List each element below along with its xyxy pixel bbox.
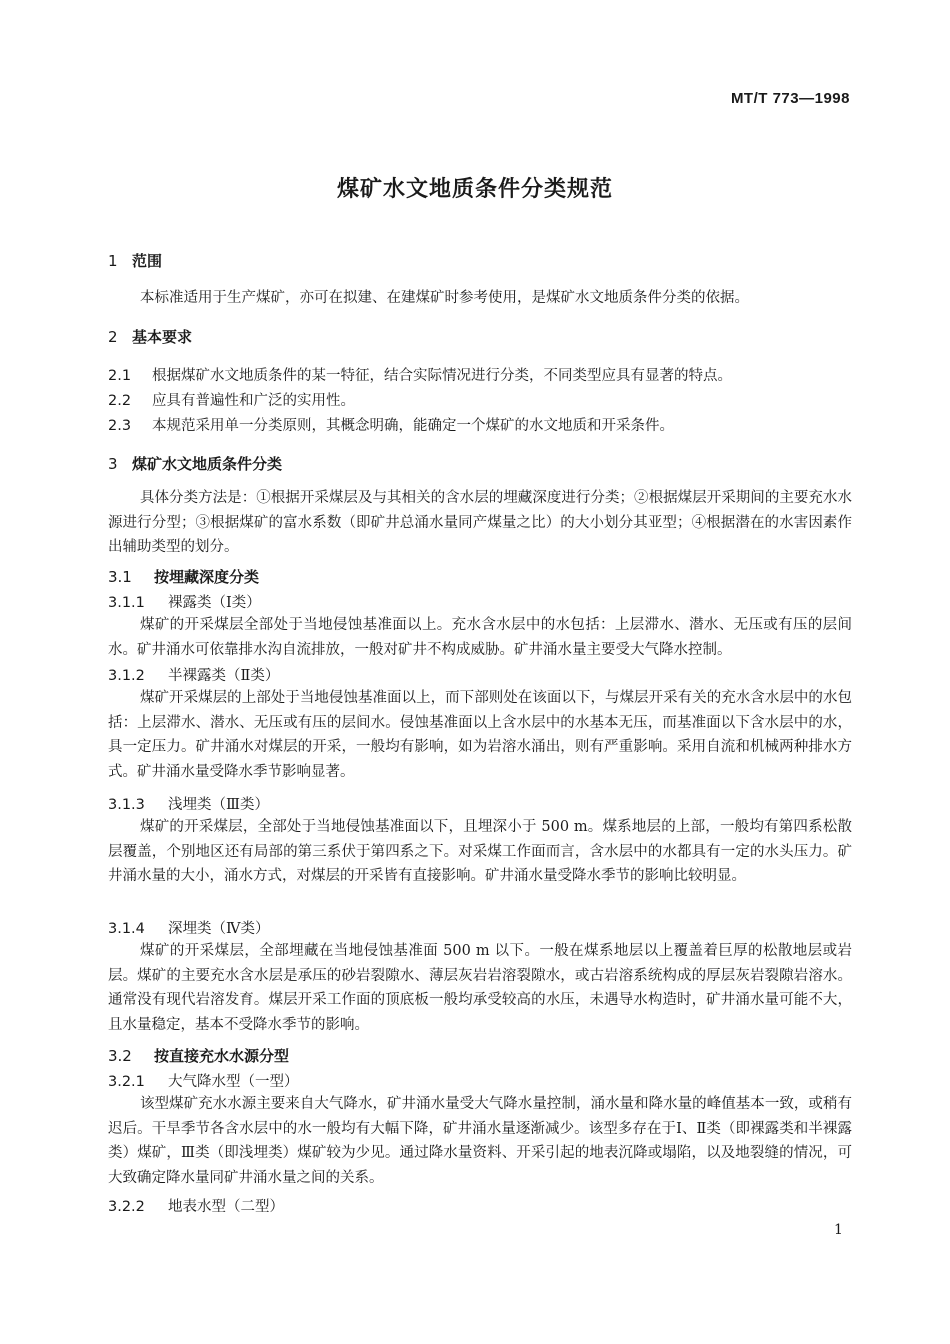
section-3-intro: 具体分类方法是：①根据开采煤层及与其相关的含水层的埋藏深度进行分类；②根据煤层开采期间的主要充水水源进行分型；③根据煤矿的富水系数（即矿井总涌水量同产煤量之比）的大小划分其亚型；④根据潜在的水害因素作出辅助类型的划分。 bbox=[108, 490, 852, 555]
section-1-text: 本标准适用于生产煤矿，亦可在拟建、在建煤矿时参考使用，是煤矿水文地质条件分类的依据。 bbox=[140, 290, 749, 306]
clause-2-3 bbox=[108, 414, 674, 435]
section-title: 煤矿水文地质条件分类 bbox=[132, 455, 283, 473]
clause-title: 浅埋类（Ⅲ类） bbox=[168, 797, 269, 813]
section-3-1-heading bbox=[108, 566, 259, 587]
page-number: 1 bbox=[834, 1222, 843, 1238]
clause-3-1-1 bbox=[108, 591, 261, 612]
clause-3-1-1-text: 煤矿的开采煤层全部处于当地侵蚀基准面以上。充水含水层中的水包括：上层滞水、潜水、无压或有压的层间水。矿井涌水可依靠排水沟自流排放，一般对矿井不构成威胁。矿井涌水量主要受大气降水控制。 bbox=[108, 617, 852, 658]
clause-3-1-4-text: 煤矿的开采煤层，全部埋藏在当地侵蚀基准面 500 m 以下。一般在煤系地层以上覆盖着巨厚的松散地层或岩层。煤矿的主要充水含水层是承压的砂岩裂隙水、薄层灰岩岩溶裂隙水，或古岩溶系统构成的厚层灰岩裂隙岩溶水。通常没有现代岩溶发育。煤层开采工作面的顶底板一般均承受较高的水压，未遇导水构造时，矿井涌水量可能不大，且水量稳定，基本不受降水季节的影响。 bbox=[108, 943, 852, 1033]
clause-3-2-1-text: 该型煤矿充水水源主要来自大气降水，矿井涌水量受大气降水量控制，涌水量和降水量的峰值基本一致，或稍有迟后。干旱季节各含水层中的水一般均有大幅下降，矿井涌水量逐渐减少。该型多存在于Ⅰ、Ⅱ类（即裸露类和半裸露类）煤矿，Ⅲ类（即浅埋类）煤矿较为少见。通过降水量资料、开采引起的地表沉降或塌陷，以及地裂缝的情况，可大致确定降水量同矿井涌水量之间的关系。 bbox=[108, 1096, 852, 1186]
clause-2-1 bbox=[108, 364, 732, 385]
clause-number: 3.1.3 bbox=[108, 797, 145, 813]
clause-number: 2.1 bbox=[108, 368, 132, 384]
section-number: 2 bbox=[108, 328, 118, 346]
clause-number: 2.3 bbox=[108, 418, 132, 434]
clause-3-1-3 bbox=[108, 793, 269, 814]
clause-number: 3.1.4 bbox=[108, 921, 145, 937]
clause-2-2 bbox=[108, 389, 355, 410]
clause-text: 应具有普遍性和广泛的实用性。 bbox=[152, 393, 355, 409]
section-title: 范围 bbox=[132, 252, 163, 270]
clause-text: 根据煤矿水文地质条件的某一特征，结合实际情况进行分类，不同类型应具有显著的特点。 bbox=[152, 368, 732, 384]
section-1-heading bbox=[108, 250, 162, 271]
section-title: 基本要求 bbox=[132, 328, 193, 346]
clause-title: 半裸露类（Ⅱ类） bbox=[168, 668, 280, 684]
clause-number: 3.1.2 bbox=[108, 668, 145, 684]
section-3-heading bbox=[108, 453, 282, 474]
clause-3-1-2 bbox=[108, 664, 279, 685]
clause-title: 大气降水型（一型） bbox=[168, 1074, 299, 1090]
clause-3-2-2 bbox=[108, 1195, 284, 1216]
section-number: 3.1 bbox=[108, 568, 132, 586]
standard-code: MT/T 773—1998 bbox=[730, 90, 850, 107]
clause-number: 3.1.1 bbox=[108, 595, 145, 611]
clause-3-1-4 bbox=[108, 917, 270, 938]
clause-title: 裸露类（Ⅰ类） bbox=[168, 595, 261, 611]
clause-3-1-3-text: 煤矿的开采煤层，全部处于当地侵蚀基准面以下，且埋深小于 500 m。煤系地层的上部，一般均有第四系松散层覆盖，个别地区还有局部的第三系伏于第四系之下。对采煤工作面而言，含水层中的水都具有一定的水头压力。矿井涌水量的大小，涌水方式，对煤层的开采皆有直接影响。矿井涌水量受降水季节的影响比较明显。 bbox=[108, 819, 852, 884]
page-title: 煤矿水文地质条件分类规范 bbox=[336, 177, 613, 202]
clause-number: 2.2 bbox=[108, 393, 132, 409]
clause-number: 3.2.1 bbox=[108, 1074, 145, 1090]
clause-title: 地表水型（二型） bbox=[168, 1199, 284, 1215]
clause-title: 深埋类（Ⅳ类） bbox=[168, 921, 270, 937]
section-2-heading bbox=[108, 326, 192, 347]
clause-3-2-1 bbox=[108, 1070, 299, 1091]
clause-number: 3.2.2 bbox=[108, 1199, 145, 1215]
section-number: 1 bbox=[108, 252, 118, 270]
section-number: 3 bbox=[108, 455, 118, 473]
clause-3-1-2-text: 煤矿开采煤层的上部处于当地侵蚀基准面以上，而下部则处在该面以下，与煤层开采有关的充水含水层中的水包括：上层滞水、潜水、无压或有压的层间水。侵蚀基准面以上含水层中的水基本无压，而基准面以下含水层中的水，具一定压力。矿井涌水对煤层的开采，一般均有影响，如为岩溶水涌出，则有严重影响。采用自流和机械两种排水方式。矿井涌水量受降水季节影响显著。 bbox=[108, 690, 852, 780]
section-title: 按埋藏深度分类 bbox=[154, 568, 260, 586]
section-3-2-heading bbox=[108, 1045, 289, 1066]
section-title: 按直接充水水源分型 bbox=[154, 1047, 290, 1065]
clause-text: 本规范采用单一分类原则，其概念明确，能确定一个煤矿的水文地质和开采条件。 bbox=[152, 418, 674, 434]
section-number: 3.2 bbox=[108, 1047, 132, 1065]
